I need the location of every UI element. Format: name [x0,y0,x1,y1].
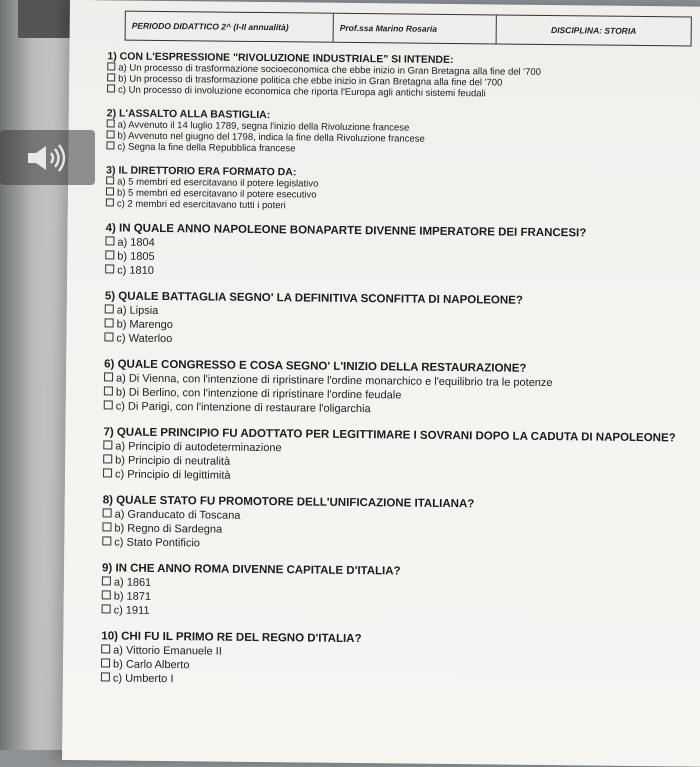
option-label: b) Un processo di trasformazione politica che ebbe inizio in Gran Bretagna alla fine del '700 [118,73,503,89]
option-label: a) Vittorio Emanuele II [113,644,222,658]
question-block [106,107,686,158]
option-label: b) Marengo [116,318,173,332]
option-label: a) Avvenuto il 14 luglio 1789, segna l'inizio della Rivoluzione francese [117,119,410,134]
option-label: b) 5 membri ed esercitavano il potere esecutivo [116,187,317,201]
question-title: 6) QUALE CONGRESSO E COSA SEGNO' L'INIZIO DELLA RESTAURAZIONE? [104,358,527,375]
question-block [103,425,684,487]
question-title: 10) CHI FU IL PRIMO RE DEL REGNO D'ITALIA? [101,630,362,646]
checkbox-icon[interactable] [101,672,110,681]
checkbox-icon[interactable] [104,386,113,395]
checkbox-icon[interactable] [106,176,114,184]
question-block [107,50,687,101]
option-label: c) Di Parigi, con l'intenzione di restaurare l'oligarchia [115,400,371,416]
checkbox-icon[interactable] [106,187,114,195]
background-dark-block [18,0,76,38]
question-title: 8) QUALE STATO FU PROMOTORE DELL'UNIFICAZIONE ITALIANA? [102,494,475,511]
question-block [104,357,685,419]
checkbox-icon[interactable] [103,440,112,449]
header-period: PERIODO DIDATTICO 2^ (I-II annualità) [126,12,334,42]
option-label: b) 1871 [113,590,152,603]
question-title: 7) QUALE PRINCIPIO FU ADOTTATO PER LEGITTIMARE I SOVRANI DOPO LA CADUTA DI NAPOLEONE? [103,426,676,445]
question-block [105,221,686,283]
checkbox-icon[interactable] [102,536,111,545]
question-title: 3) IL DIRETTORIO ERA FORMATO DA: [106,164,297,179]
option-label: c) Waterloo [116,332,173,346]
option-label: a) Lipsia [116,304,159,317]
option-label: a) 1804 [117,236,155,249]
checkbox-icon[interactable] [105,318,114,327]
header-table [125,11,692,47]
question-title: 2) L'ASSALTO ALLA BASTIGLIA: [106,107,271,122]
question-block [102,493,683,555]
option-label: c) 1911 [113,604,150,617]
checkbox-icon[interactable] [105,304,114,313]
question-title: 4) IN QUALE ANNO NAPOLEONE BONAPARTE DIVENNE IMPERATORE DEI FRANCESI? [105,222,587,240]
checkbox-icon[interactable] [107,62,115,70]
checkbox-icon[interactable] [101,658,110,667]
checkbox-icon[interactable] [104,400,113,409]
option-label: b) Regno di Sardegna [114,522,223,536]
option-label: a) Di Vienna, con l'intenzione di ripristinare l'ordine monarchico e l'equilibrio tra le potenze [115,372,553,390]
checkbox-icon[interactable] [104,372,113,381]
quiz-paper [62,0,700,767]
checkbox-icon[interactable] [105,264,114,273]
option-label: c) Un processo di involuzione economica che riporta l'Europa agli antichi sistemi feudali [118,84,486,100]
option-label: c) Segna la fine della Repubblica francese [117,141,296,155]
checkbox-icon[interactable] [103,468,112,477]
option-label: a) 1861 [113,576,152,589]
question-title: 1) CON L'ESPRESSIONE "RIVOLUZIONE INDUSTRIALE" SI INTENDE: [107,50,454,67]
checkbox-icon[interactable] [101,644,110,653]
checkbox-icon[interactable] [106,141,114,149]
speaker-icon [24,143,72,173]
option-label: a) Principio di autodeterminazione [115,440,282,455]
question-list [101,50,688,703]
question-block [104,289,685,351]
option-label: c) Principio di legittimità [114,468,231,482]
checkbox-icon[interactable] [107,73,115,81]
question-block [102,561,683,623]
header-subject: DISCIPLINA: STORIA [550,25,637,36]
checkbox-icon[interactable] [105,250,114,259]
question-title: 5) QUALE BATTAGLIA SEGNO' LA DEFINITIVA SCONFITTA DI NAPOLEONE? [104,290,523,307]
checkbox-icon[interactable] [102,576,111,585]
header-teacher: Prof.ssa Marino Rosaria [334,14,497,44]
option-label: a) Un processo di trasformazione socioeconomica che ebbe inizio in Gran Bretagna alla fine del '700 [118,62,542,78]
checkbox-icon[interactable] [107,84,115,92]
question-title: 9) IN CHE ANNO ROMA DIVENNE CAPITALE D'ITALIA? [101,562,401,578]
checkbox-icon[interactable] [102,604,111,613]
option-label: c) 2 membri ed esercitavano tutti i poteri [116,198,286,212]
question-block [101,629,682,691]
option-label: c) 1810 [117,264,154,277]
question-block [106,164,686,215]
option-label: b) Principio di neutralità [115,454,231,468]
checkbox-icon[interactable] [103,508,112,517]
checkbox-icon[interactable] [103,454,112,463]
audio-speaker-button[interactable] [0,130,95,185]
checkbox-icon[interactable] [102,590,111,599]
checkbox-icon[interactable] [105,236,114,245]
option-label: a) Granducato di Toscana [114,508,241,522]
checkbox-icon[interactable] [107,119,115,127]
option-label: b) Carlo Alberto [112,658,190,672]
option-label: b) Avvenuto nel giugno del 1798, indica la fine della Rivoluzione francese [117,130,425,145]
option-label: b) 1805 [117,250,155,263]
checkbox-icon[interactable] [104,332,113,341]
option-label: c) Umberto I [112,672,174,686]
checkbox-icon[interactable] [106,198,114,206]
option-label: a) 5 membri ed esercitavano il potere legislativo [117,176,319,190]
checkbox-icon[interactable] [102,522,111,531]
checkbox-icon[interactable] [107,130,115,138]
option-label: c) Stato Pontificio [114,536,200,550]
option-label: b) Di Berlino, con l'intenzione di ripristinare l'ordine feudale [115,386,402,402]
